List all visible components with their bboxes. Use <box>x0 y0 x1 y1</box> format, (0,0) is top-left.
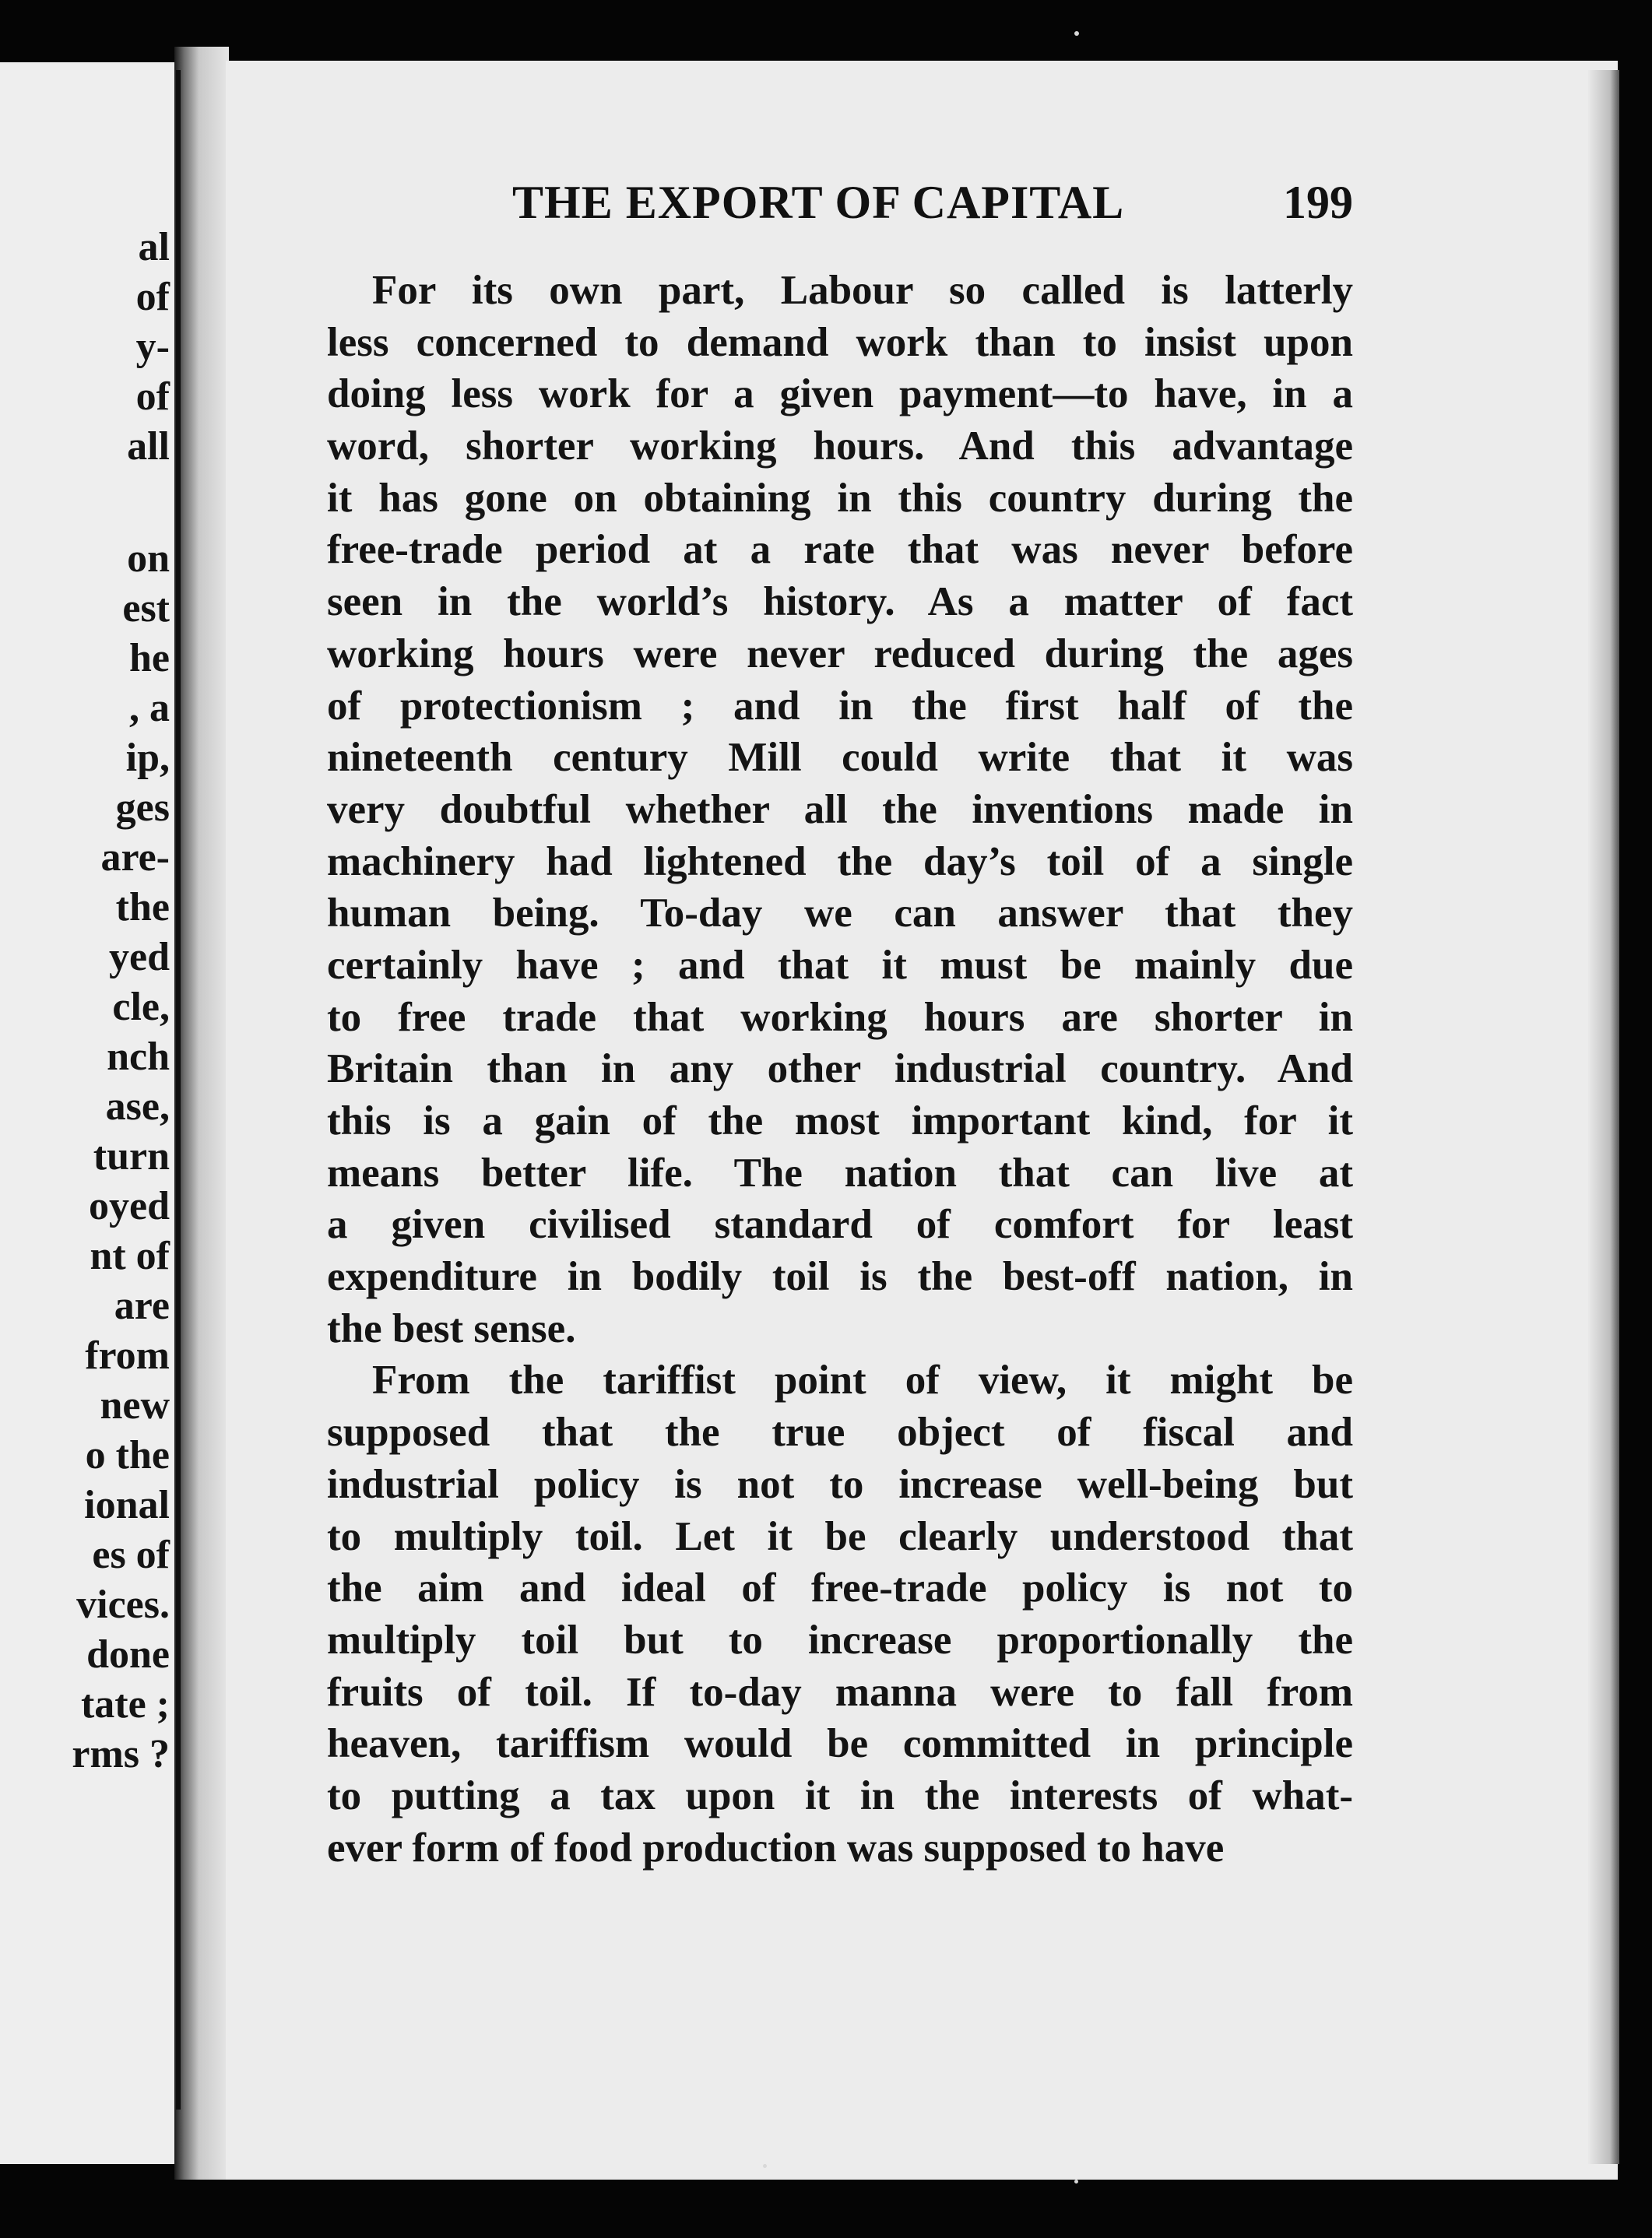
text-line: fruits of toil. If to-day manna were to fall from <box>327 1669 1353 1715</box>
left-page-fragment: , a <box>129 686 170 730</box>
text-line: the aim and ideal of free-trade policy is not to <box>327 1565 1353 1611</box>
left-page-fragment: of <box>135 275 170 319</box>
left-page-fragment: vices. <box>76 1583 170 1627</box>
left-page-fragment: rms ? <box>72 1732 170 1776</box>
running-title: THE EXPORT OF CAPITAL <box>512 177 1125 228</box>
text-line: of protectionism ; and in the first half of the <box>327 683 1353 729</box>
left-page-fragment: ional <box>84 1483 170 1527</box>
left-page-fragment: are <box>114 1284 170 1328</box>
text-line: ever form of food production was supposed to have <box>327 1825 1225 1871</box>
left-page-fragment: ges <box>115 785 170 830</box>
left-page-fragment: all <box>127 424 170 469</box>
left-page-fragment: tate ; <box>80 1682 170 1727</box>
text-line: For its own part, Labour so called is latterly <box>372 268 1353 313</box>
left-page-fragment: he <box>129 636 170 680</box>
text-line: heaven, tariffism would be committed in principle <box>327 1721 1353 1767</box>
text-line: doing less work for a given payment—to have, in a <box>327 371 1353 417</box>
left-page-fragment: of <box>135 374 170 419</box>
left-page-fragment: done <box>86 1632 170 1677</box>
text-line: supposed that the true object of fiscal and <box>327 1410 1353 1456</box>
left-page-fragment: new <box>100 1383 170 1428</box>
text-line: word, shorter working hours. And this advantage <box>327 423 1353 469</box>
text-line: multiply toil but to increase proportionally the <box>327 1617 1353 1663</box>
text-line: it has gone on obtaining in this country during the <box>327 475 1353 521</box>
left-page-fragment: o the <box>85 1433 170 1477</box>
gutter-shadow-line <box>176 70 181 2110</box>
text-line: means better life. The nation that can live at <box>327 1150 1353 1196</box>
scan-speck <box>1074 31 1079 36</box>
left-page-fragment: oyed <box>89 1184 170 1228</box>
text-line: machinery had lightened the day’s toil of a single <box>327 838 1353 884</box>
left-page-fragment: al <box>138 225 170 269</box>
text-line: expenditure in bodily toil is the best-off nation, in <box>327 1254 1353 1300</box>
left-page-fragment: nch <box>107 1035 170 1079</box>
left-page-fragment: cle, <box>112 985 170 1029</box>
text-line: human being. To-day we can answer that they <box>327 891 1353 936</box>
text-line: working hours were never reduced during the ages <box>327 631 1353 676</box>
text-line: very doubtful whether all the inventions made in <box>327 786 1353 832</box>
left-page-edge <box>0 62 176 2164</box>
left-page-fragment: nt of <box>90 1234 170 1278</box>
text-line: this is a gain of the most important kind, for it <box>327 1098 1353 1144</box>
text-line: a given civilised standard of comfort for least <box>327 1202 1353 1248</box>
text-line: certainly have ; and that it must be mainly due <box>327 942 1353 988</box>
text-line: industrial policy is not to increase well-being but <box>327 1461 1353 1507</box>
left-page-fragment: on <box>127 536 170 581</box>
left-page-fragment: ip, <box>125 736 170 780</box>
left-page-fragment: y- <box>135 325 170 369</box>
book-gutter <box>174 47 229 2180</box>
text-line: seen in the world’s history. As a matter of fact <box>327 579 1353 625</box>
text-line: less concerned to demand work than to insist upon <box>327 319 1353 365</box>
body-text <box>327 265 1353 1874</box>
left-page-fragment: est <box>122 586 170 631</box>
text-line: nineteenth century Mill could write that it was <box>327 735 1353 781</box>
left-page-fragment: ase, <box>105 1084 170 1129</box>
text-line: to putting a tax upon it in the interests of what- <box>327 1772 1353 1818</box>
left-page-fragment: es of <box>92 1533 170 1577</box>
left-page-fragment: the <box>115 885 170 929</box>
left-page-fragment: yed <box>109 935 170 979</box>
left-page-fragment: from <box>85 1333 170 1378</box>
text-line: Britain than in any other industrial country. And <box>327 1046 1353 1092</box>
left-page-fragment: turn <box>93 1134 170 1179</box>
text-line: From the tariffist point of view, it might be <box>372 1358 1353 1404</box>
scan-speck <box>1074 2180 1078 2184</box>
left-page-fragment: are- <box>100 835 170 880</box>
text-line: free-trade period at a rate that was never before <box>327 527 1353 573</box>
text-line: to free trade that working hours are shorter in <box>327 994 1353 1040</box>
page-number: 199 <box>1283 177 1353 228</box>
scan-speck <box>763 2164 767 2168</box>
right-page-edge <box>1588 70 1619 2164</box>
page-header <box>512 171 1353 234</box>
text-line: to multiply toil. Let it be clearly understood that <box>327 1513 1353 1559</box>
text-line: the best sense. <box>327 1305 576 1351</box>
